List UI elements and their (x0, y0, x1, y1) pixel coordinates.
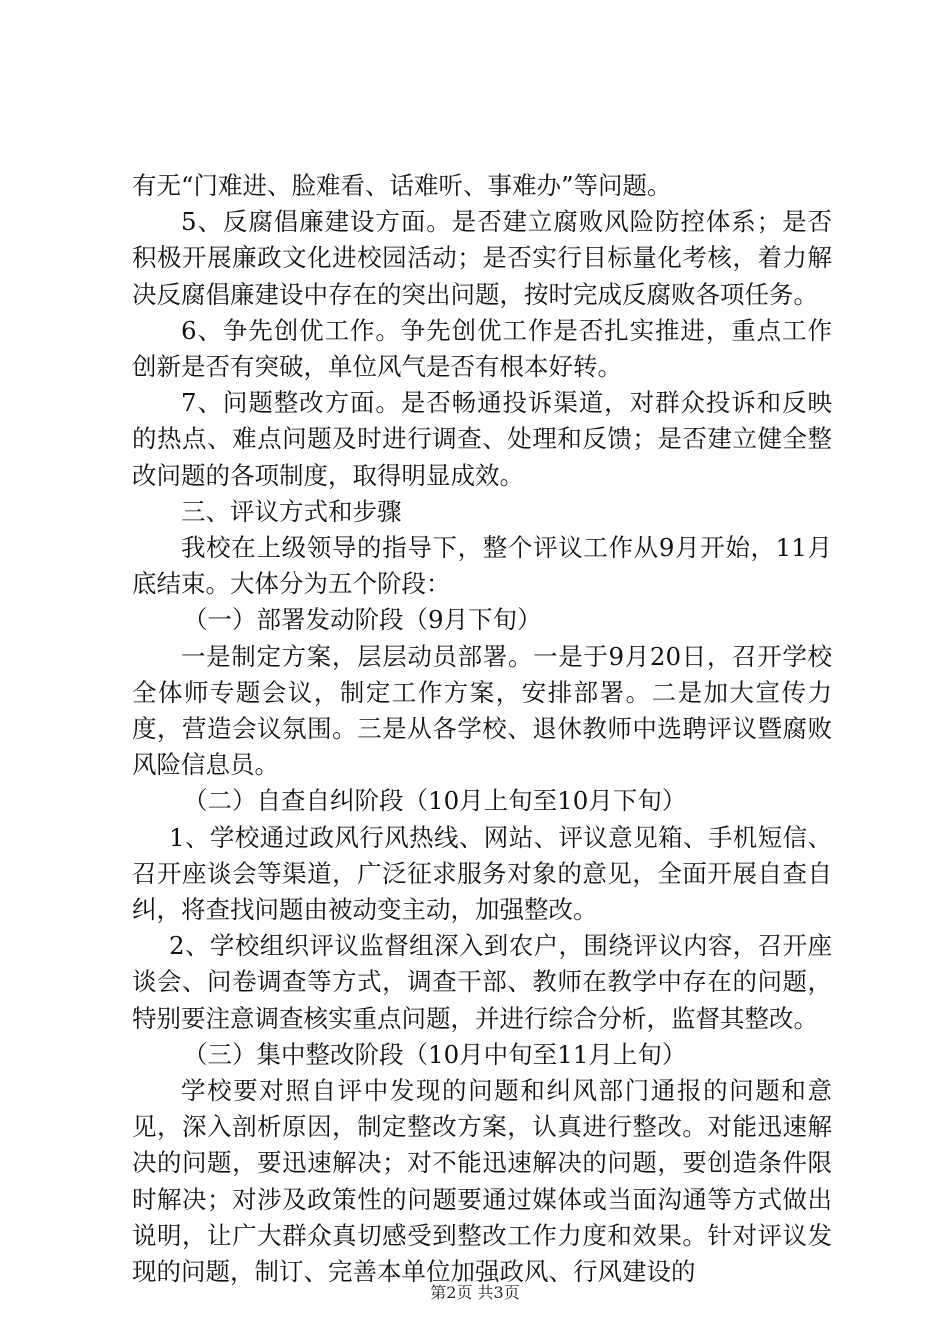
paragraph: 2、学校组织评议监督组深入到农户，围绕评议内容，召开座谈会、问卷调查等方式，调查干部、教师在教学中存在的问题，特别要注意调查核实重点问题，并进行综合分析，监督其整改。 (132, 931, 832, 1033)
subsection-heading: （一）部署发动阶段（9月下旬） (183, 605, 542, 635)
paragraph: 1、学校通过政风行风热线、网站、评议意见箱、手机短信、召开座谈会等渠道，广泛征求服务对象的意见，全面开展自查自纠，将查找问题由被动变主动，加强整改。 (132, 822, 832, 925)
paragraph: 有无“门难进、脸难看、话难听、事难办”等问题。 (132, 171, 672, 200)
paragraph: 6、争先创优工作。争先创优工作是否扎实推进，重点工作创新是否有突破，单位风气是否有根本好转。 (132, 315, 832, 382)
paragraph: 我校在上级领导的指导下，整个评议工作从9月开始，11月底结束。大体分为五个阶段： (132, 533, 832, 599)
page-footer: 第2页 共3页 (430, 1283, 520, 1302)
document-body (132, 168, 832, 1290)
subsection-heading: （三）集中整改阶段（10月中旬至11月上旬） (183, 1039, 687, 1069)
paragraph: 5、反腐倡廉建设方面。是否建立腐败风险防控体系；是否积极开展廉政文化进校园活动；是否实行目标量化考核，着力解决反腐倡廉建设中存在的突出问题，按时完成反腐败各项任务。 (132, 207, 832, 309)
paragraph: 7、问题整改方面。是否畅通投诉渠道，对群众投诉和反映的热点、难点问题及时进行调查、处理和反馈；是否建立健全整改问题的各项制度，取得明显成效。 (132, 388, 832, 490)
section-heading: 三、评议方式和步骤 (181, 496, 402, 526)
paragraph: 一是制定方案，层层动员部署。一是于9月20日，召开学校全体师专题会议，制定工作方案，安排部署。二是加大宣传力度，营造会议氛围。三是从各学校、退休教师中选聘评议暨腐败风险信息员。 (132, 641, 832, 780)
paragraph: 学校要对照自评中发现的问题和纠风部门通报的问题和意见，深入剖析原因，制定整改方案，认真进行整改。对能迅速解决的问题，要迅速解决；对不能迅速解决的问题，要创造条件限时解决；对涉及政策性的问题要通过媒体或当面沟通等方式做出说明，让广大群众真切感受到整改工作力度和效果。针对评议发现的问题，制订、完善本单位加强政风、行风建设的 (132, 1076, 832, 1287)
subsection-heading: （二）自查自纠阶段（10月上旬至10月下旬） (183, 786, 687, 816)
